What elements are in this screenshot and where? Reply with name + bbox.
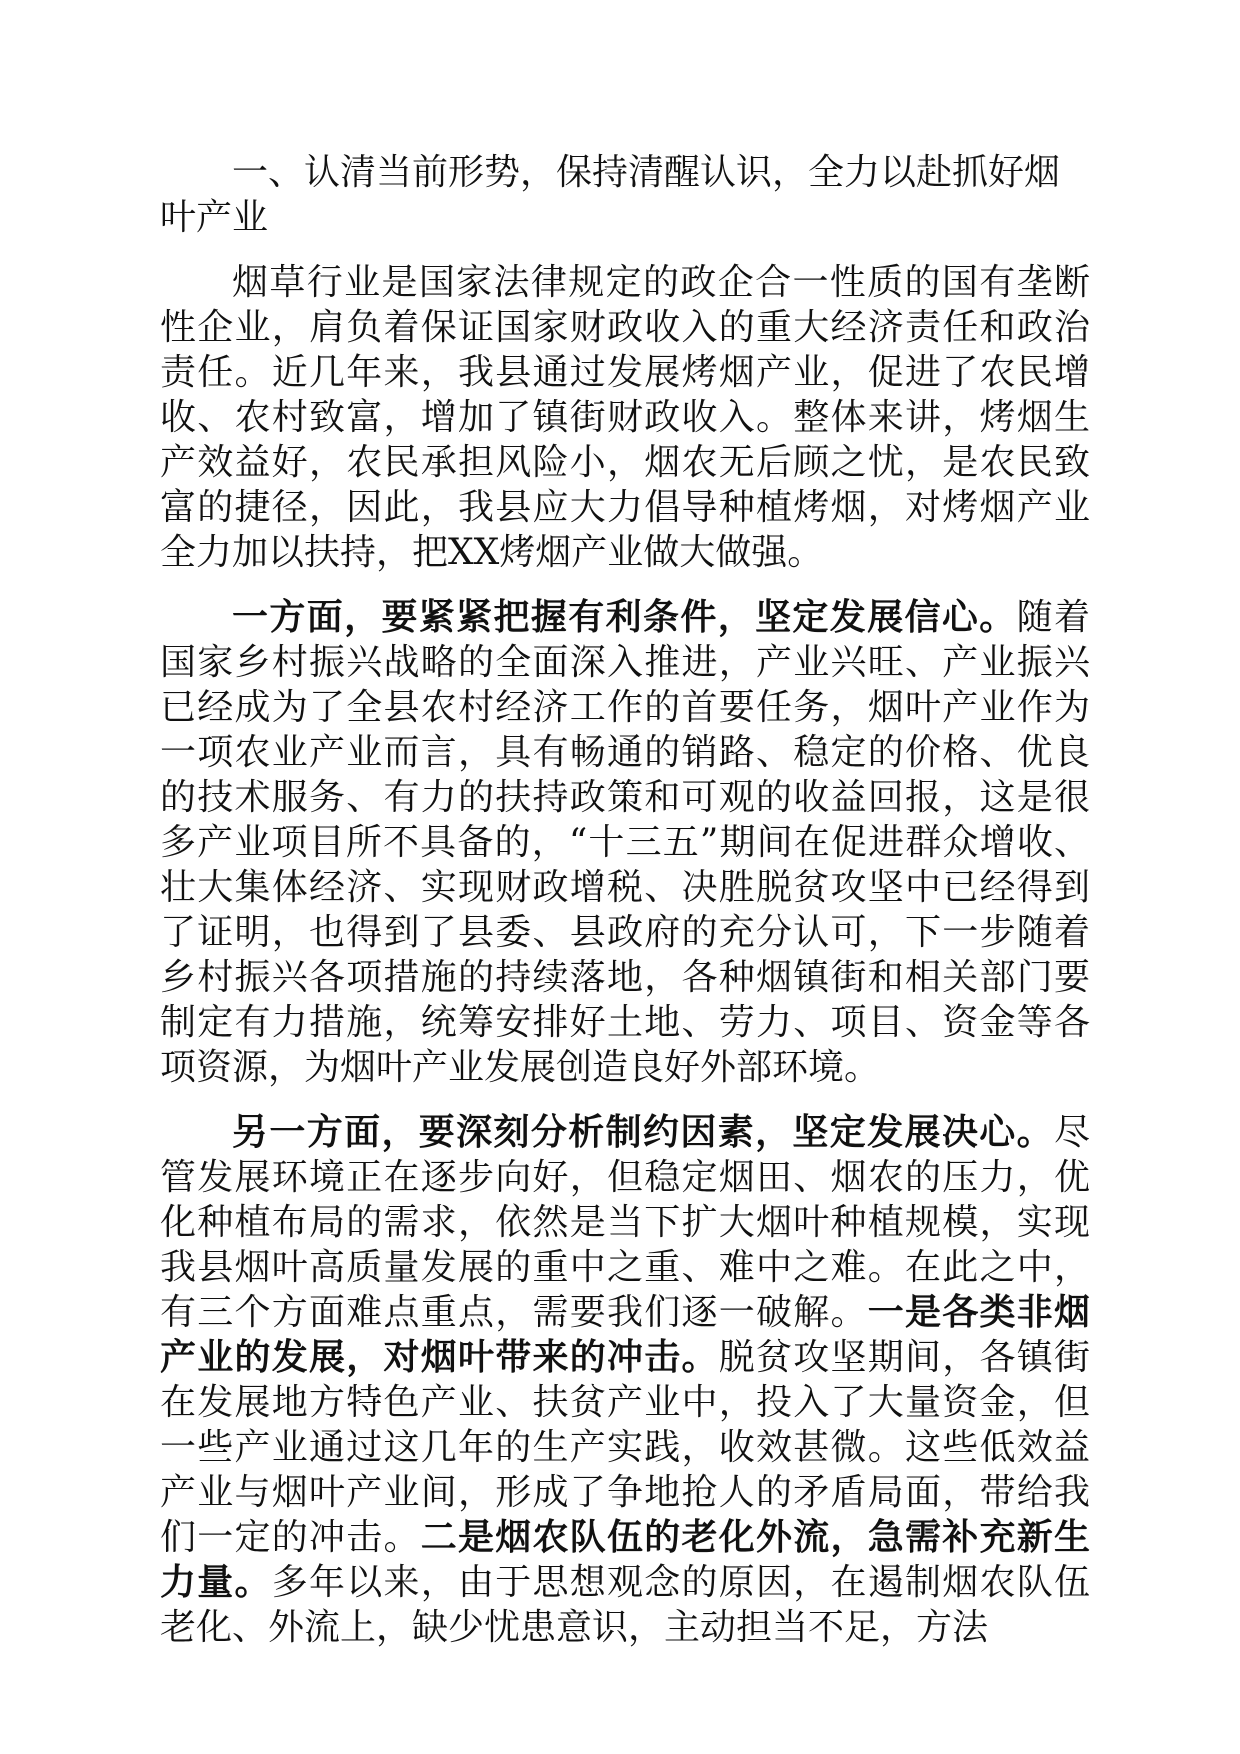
point-two-bold: 二是烟农队伍的老化外流，急需补充新生力量。 xyxy=(160,1517,1090,1603)
paragraph-body: 尽管发展环境正在逐步向好，但稳定烟田、烟农的压力，优化种植布局的需求，依然是当下扩大烟叶种植规模，实现我县烟叶高质量发展的重中之重、难中之难。在此之中，有三个方面难点重点，需要我们逐一破解。 xyxy=(160,1112,1090,1333)
paragraph-constraints xyxy=(160,1110,1090,1650)
paragraph-intro: 烟草行业是国家法律规定的政企合一性质的国有垄断性企业，肩负着保证国家财政收入的重大经济责任和政治责任。近几年来，我县通过发展烤烟产业，促进了农民增收、农村致富，增加了镇街财政收入。整体来讲，烤烟生产效益好，农民承担风险小，烟农无后顾之忧，是农民致富的捷径，因此，我县应大力倡导种植烤烟，对烤烟产业全力加以扶持，把XX烤烟产业做大做强。 xyxy=(160,262,1090,573)
paragraph-body: 多年以来，由于思想观念的原因，在遏制烟农队伍老化、外流上，缺少忧患意识，主动担当不足，方法 xyxy=(160,1562,1090,1648)
paragraph-body: 脱贫攻坚期间，各镇街在发展地方特色产业、扶贫产业中，投入了大量资金，但一些产业通过这几年的生产实践，收效甚微。这些低效益产业与烟叶产业间，形成了争地抢人的矛盾局面，带给我们一定的冲击。 xyxy=(160,1337,1090,1558)
paragraph-favorable-conditions xyxy=(160,595,1090,1090)
paragraph-body: 随着国家乡村振兴战略的全面深入推进，产业兴旺、产业振兴已经成为了全县农村经济工作的首要任务，烟叶产业作为一项农业产业而言，具有畅通的销路、稳定的价格、优良的技术服务、有力的扶持政策和可观的收益回报，这是很多产业项目所不具备的，“十三五”期间在促进群众增收、壮大集体经济、实现财政增税、决胜脱贫攻坚中已经得到了证明，也得到了县委、县政府的充分认可，下一步随着乡村振兴各项措施的持续落地，各种烟镇街和相关部门要制定有力措施，统筹安排好土地、劳力、项目、资金等各项资源，为烟叶产业发展创造良好外部环境。 xyxy=(160,597,1090,1088)
document-page xyxy=(160,150,1090,1670)
point-one-bold: 一是各类非烟产业的发展，对烟叶带来的冲击。 xyxy=(160,1292,1090,1378)
paragraph-lead-bold: 一方面，要紧紧把握有利条件，坚定发展信心。 xyxy=(232,597,1017,638)
section-heading: 一、认清当前形势，保持清醒认识，全力以赴抓好烟叶产业 xyxy=(160,152,1061,238)
paragraph-lead-bold: 另一方面，要深刻分析制约因素，坚定发展决心。 xyxy=(232,1112,1054,1153)
